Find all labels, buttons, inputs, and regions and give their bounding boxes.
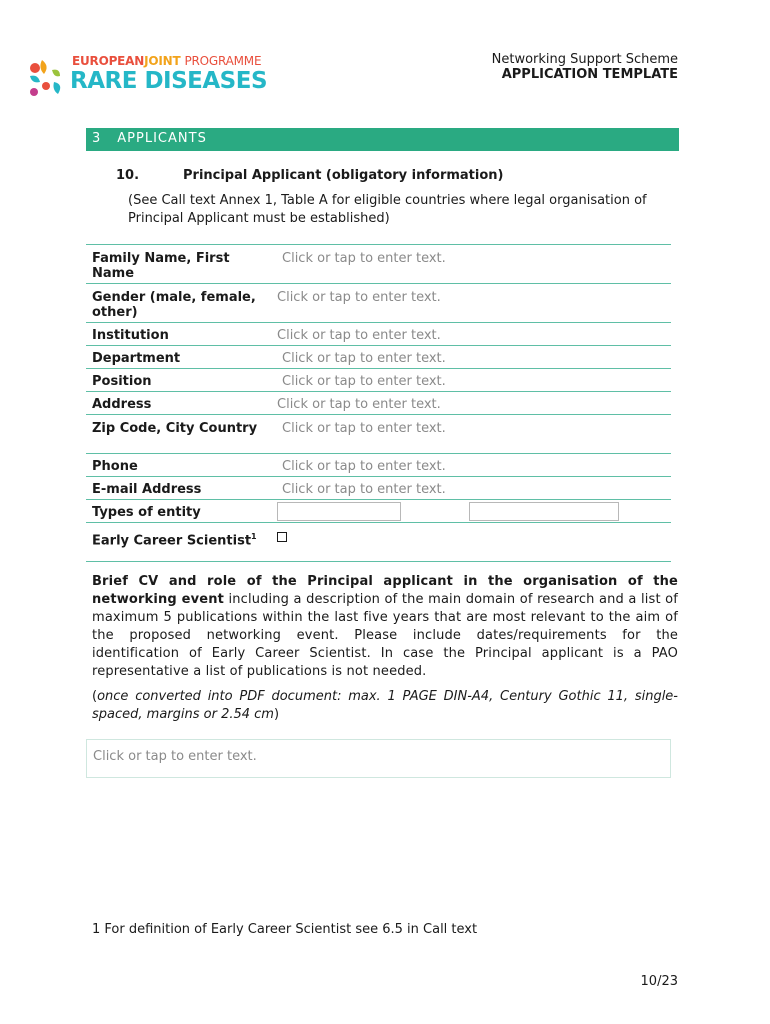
field-label: Institution bbox=[92, 328, 169, 343]
department-input[interactable]: Click or tap to enter text. bbox=[282, 351, 446, 366]
gender-input[interactable]: Click or tap to enter text. bbox=[277, 290, 441, 305]
document-header bbox=[492, 52, 678, 82]
template-name: APPLICATION TEMPLATE bbox=[501, 67, 678, 82]
section-number: 3 bbox=[92, 131, 102, 146]
form-row-gender bbox=[86, 284, 671, 323]
address-input[interactable]: Click or tap to enter text. bbox=[277, 397, 441, 412]
cv-input[interactable]: Click or tap to enter text. bbox=[86, 739, 671, 778]
ecs-label: Early Career Scientist bbox=[92, 533, 252, 549]
cv-format-note bbox=[92, 688, 678, 724]
subsection-title: Principal Applicant (obligatory information) bbox=[183, 168, 504, 183]
entity-type-select-2[interactable] bbox=[469, 502, 619, 521]
form-row-phone bbox=[86, 454, 671, 477]
logo-word-joint: JOINT bbox=[144, 54, 181, 68]
logo-text-bottom: RARE DISEASES bbox=[70, 68, 268, 94]
field-label: Position bbox=[92, 374, 152, 389]
scheme-name: Networking Support Scheme bbox=[491, 52, 678, 67]
form-row-ecs bbox=[86, 523, 671, 562]
field-label: Department bbox=[92, 351, 181, 366]
cv-instructions bbox=[92, 573, 678, 681]
erdera-logo bbox=[26, 54, 266, 100]
field-label: Gender (male, female, other) bbox=[92, 290, 256, 320]
subsection-number: 10. bbox=[116, 168, 140, 183]
logo-text-top bbox=[72, 54, 261, 68]
phone-input[interactable]: Click or tap to enter text. bbox=[282, 459, 446, 474]
page-number: 10/23 bbox=[640, 974, 678, 989]
footnote-ref: 1 bbox=[251, 532, 257, 541]
form-row-zip bbox=[86, 415, 671, 454]
form-row-department bbox=[86, 346, 671, 369]
section-title: APPLICANTS bbox=[117, 131, 207, 146]
ecs-cell bbox=[276, 523, 671, 561]
position-input[interactable]: Click or tap to enter text. bbox=[282, 374, 446, 389]
form-row-position bbox=[86, 369, 671, 392]
entity-type-select-1[interactable] bbox=[277, 502, 401, 521]
ecs-checkbox[interactable] bbox=[277, 532, 287, 542]
family-name-input[interactable]: Click or tap to enter text. bbox=[282, 251, 446, 266]
logo-word-european: EUROPEAN bbox=[72, 54, 145, 68]
applicant-form bbox=[86, 244, 671, 562]
logo-mark-icon bbox=[26, 56, 70, 100]
entity-selectors bbox=[276, 500, 671, 522]
section-heading bbox=[86, 128, 679, 151]
paren-open: ( bbox=[92, 689, 98, 704]
zip-city-country-input[interactable]: Click or tap to enter text. bbox=[282, 421, 446, 436]
cv-lead: Brief CV and role of the Principal applicant in the organisation of the networking event bbox=[92, 574, 678, 607]
logo-word-programme: PROGRAMME bbox=[184, 54, 262, 68]
cv-format-text: once converted into PDF document: max. 1 PAGE DIN-A4, Century Gothic 11, single-spaced, margins or 2.54 cm bbox=[92, 689, 678, 722]
form-row-institution bbox=[86, 323, 671, 346]
email-input[interactable]: Click or tap to enter text. bbox=[282, 482, 446, 497]
field-label bbox=[86, 523, 276, 561]
field-label: Zip Code, City Country bbox=[92, 421, 258, 436]
field-label: Address bbox=[92, 397, 152, 412]
cv-text: including a description of the main domain of research and a list of maximum 5 publications within the last five years that are most relevant to the aim of the proposed networking event. Please include dates/requirements for the identification of Early Career Scientist. In case the Principal applicant is a PAO representative a list of publications is not needed. bbox=[92, 592, 678, 679]
paren-close: ) bbox=[273, 707, 280, 722]
subsection-heading bbox=[116, 168, 503, 183]
field-label: Types of entity bbox=[92, 505, 201, 520]
form-row-entity bbox=[86, 500, 671, 523]
form-row-family-name bbox=[86, 245, 671, 284]
institution-input[interactable]: Click or tap to enter text. bbox=[277, 328, 441, 343]
eligibility-note: (See Call text Annex 1, Table A for eligible countries where legal organisation of Principal Applicant must be established) bbox=[128, 193, 647, 226]
form-row-email bbox=[86, 477, 671, 500]
field-label: E-mail Address bbox=[92, 482, 202, 497]
form-row-address bbox=[86, 392, 671, 415]
field-label: Family Name, First Name bbox=[92, 251, 230, 281]
field-label: Phone bbox=[92, 459, 138, 474]
footnote: 1 For definition of Early Career Scientist see 6.5 in Call text bbox=[92, 922, 478, 937]
